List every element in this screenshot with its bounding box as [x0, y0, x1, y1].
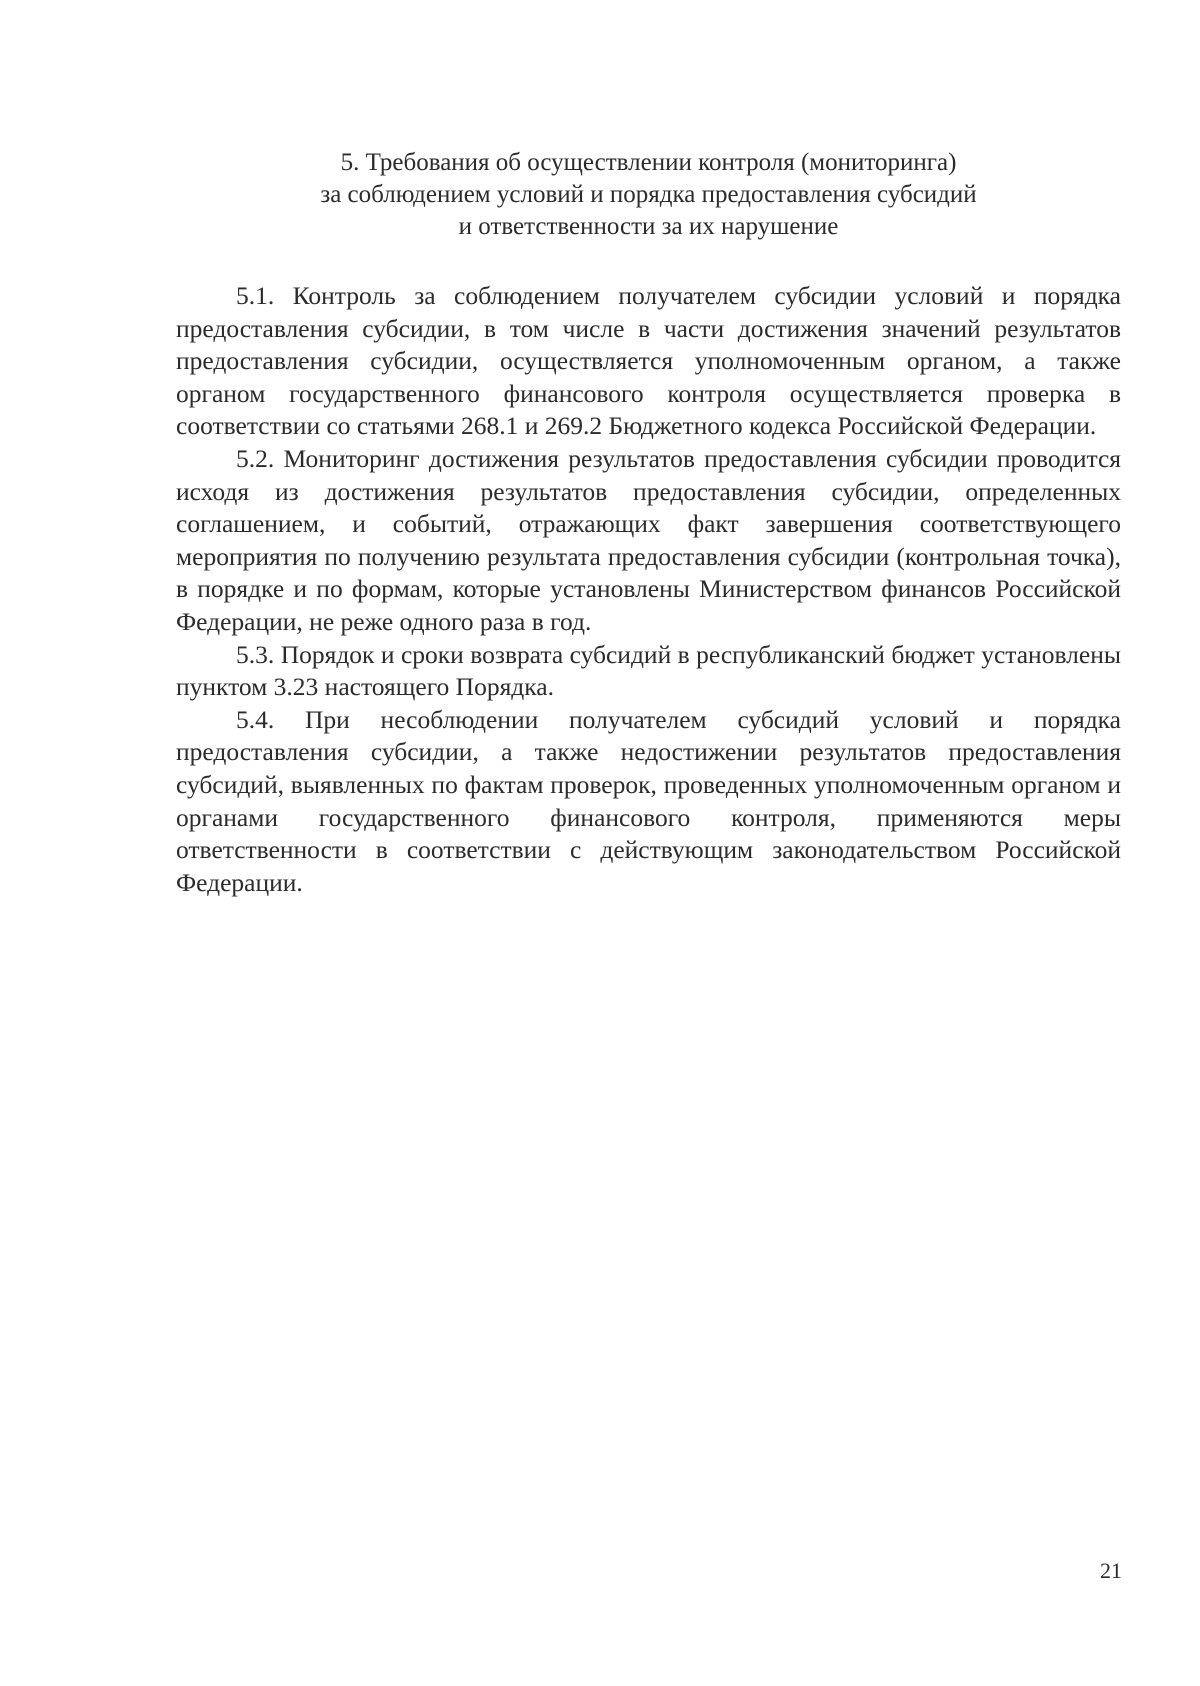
- section-heading-line-1: 5. Требования об осуществлении контроля (мониторинга): [340, 149, 957, 176]
- section-heading-line-2: за соблюдением условий и порядка предоставления субсидий: [320, 181, 977, 208]
- paragraph-5-3: 5.3. Порядок и сроки возврата субсидий в республиканский бюджет установлены пунктом 3.23 настоящего Порядка.: [176, 639, 1121, 702]
- section-heading: [176, 147, 1121, 243]
- paragraph-5-1: 5.1. Контроль за соблюдением получателем субсидии условий и порядка предоставления субсидии, в том числе в части достижения значений результатов предоставления субсидии, осуществляется уполномоченным органом, а также органом государственного финансового контроля осуществляется проверка в соответствии со статьями 268.1 и 269.2 Бюджетного кодекса Российской Федерации.: [176, 281, 1121, 441]
- page-number: 21: [1100, 1558, 1122, 1583]
- paragraph-5-2: 5.2. Мониторинг достижения результатов предоставления субсидии проводится исходя из достижения результатов предоставления субсидии, определенных соглашением, и событий, отражающих факт завершения соответствующего мероприятия по получению результата предоставления субсидии (контрольная точка), в порядке и по формам, которые установлены Министерством финансов Российской Федерации, не реже одного раза в год.: [176, 443, 1121, 636]
- paragraph-5-4: 5.4. При несоблюдении получателем субсидий условий и порядка предоставления субсидии, а также недостижении результатов предоставления субсидий, выявленных по фактам проверок, проведенных уполномоченным органом и органами государственного финансового контроля, применяются меры ответственности в соответствии с действующим законодательством Российской Федерации.: [176, 704, 1121, 897]
- section-body: [176, 280, 1121, 899]
- section-heading-line-3: и ответственности за их нарушение: [458, 213, 839, 240]
